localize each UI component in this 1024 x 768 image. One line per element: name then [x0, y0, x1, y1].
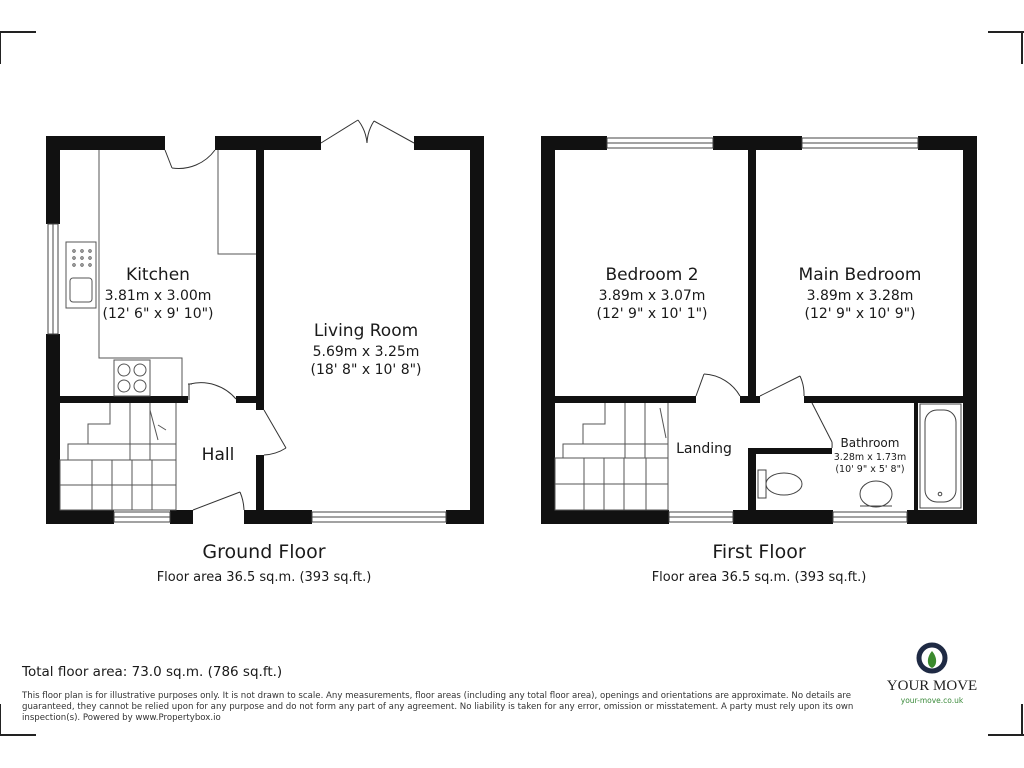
bathroom-metric: 3.28m x 1.73m: [833, 452, 907, 463]
first-floor-title: First Floor: [712, 541, 806, 563]
logo-url: your-move.co.uk: [900, 696, 964, 705]
bathroom-name: Bathroom: [840, 436, 900, 450]
bedroom2-name: Bedroom 2: [605, 265, 699, 285]
ground-stairs: [60, 403, 176, 510]
first-floor-area: Floor area 36.5 sq.m. (393 sq.ft.): [651, 570, 867, 585]
landing-name: Landing: [676, 441, 732, 457]
first-doors: [696, 374, 832, 448]
first-floor-walls: [541, 136, 977, 524]
first-stairs: [555, 403, 668, 510]
ground-floor-area: Floor area 36.5 sq.m. (393 sq.ft.): [156, 570, 372, 585]
living-room-metric: 5.69m x 3.25m: [312, 344, 420, 360]
ground-floor-title: Ground Floor: [202, 541, 326, 563]
ground-floor-plan: [46, 120, 484, 585]
crop-mark-top-left: [0, 32, 36, 64]
bedroom2-metric: 3.89m x 3.07m: [598, 288, 706, 304]
your-move-logo: [887, 645, 977, 705]
kitchen-metric: 3.81m x 3.00m: [104, 288, 212, 304]
logo-name: YOUR MOVE: [886, 678, 978, 694]
living-room-imperial: (18' 8" x 10' 8"): [310, 362, 422, 378]
logo-leaf-icon: [928, 651, 936, 668]
disclaimer: [21, 691, 853, 723]
kitchen-name: Kitchen: [126, 265, 190, 285]
bathroom-imperial: (10' 9" x 5' 8"): [835, 464, 905, 475]
disclaimer-line-2: guaranteed, they cannot be relied upon for any purpose and do not form any part of any agreement. No liability is taken for any error, omission or misstatement. A party must rely upon its own: [22, 702, 854, 712]
total-floor-area: Total floor area: 73.0 sq.m. (786 sq.ft.): [22, 664, 283, 680]
main-bedroom-name: Main Bedroom: [798, 265, 922, 285]
bedroom2-imperial: (12' 9" x 10' 1"): [596, 306, 708, 322]
crop-mark-bottom-right: [988, 704, 1024, 735]
first-floor-plan: [541, 136, 977, 585]
kitchen-imperial: (12' 6" x 9' 10"): [102, 306, 214, 322]
main-bedroom-metric: 3.89m x 3.28m: [806, 288, 914, 304]
kitchen-window: [48, 224, 58, 334]
living-room-name: Living Room: [313, 321, 419, 341]
hall-name: Hall: [201, 445, 235, 465]
disclaimer-line-1: This floor plan is for illustrative purposes only. It is not drawn to scale. Any measurements, floor areas (including any total floor area), openings and orientations are approximate. No details are: [22, 691, 852, 701]
disclaimer-line-3: inspection(s). Powered by www.Propertybox.io: [22, 713, 221, 723]
main-bedroom-imperial: (12' 9" x 10' 9"): [804, 306, 916, 322]
